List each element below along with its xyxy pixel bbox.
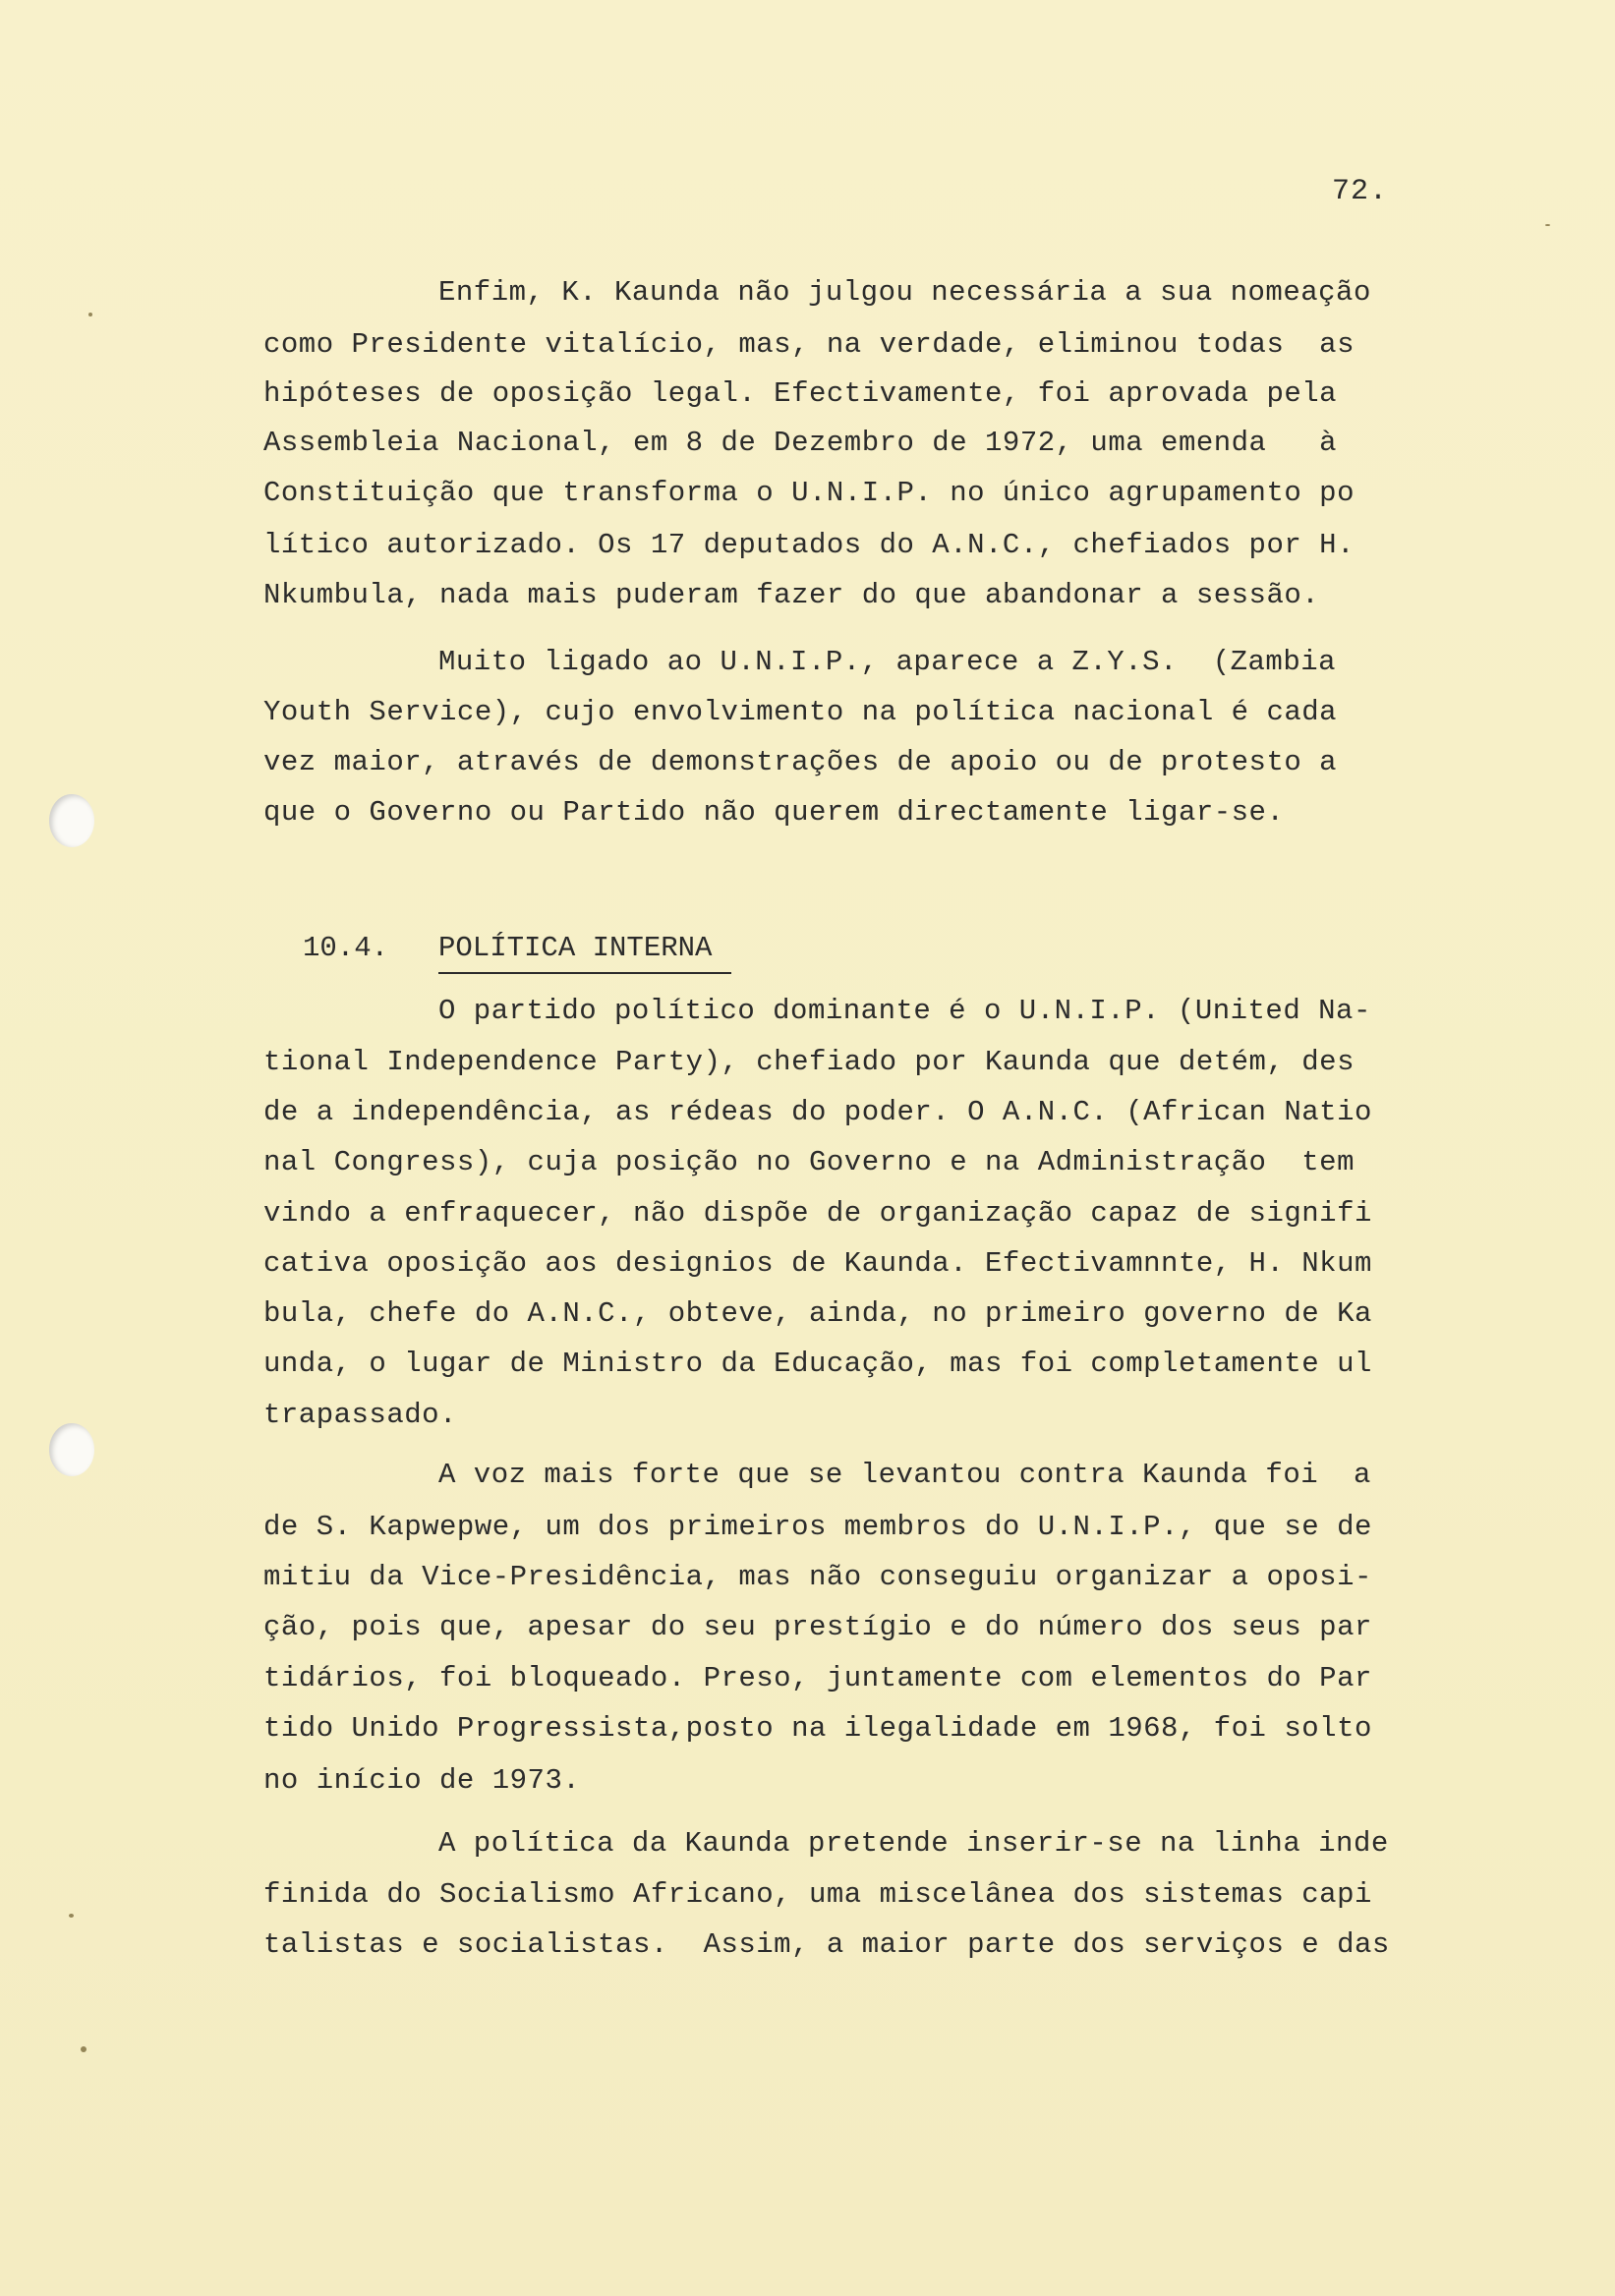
page-number: 72.: [1332, 175, 1389, 208]
text-line: A política da Kaunda pretende inserir-se na linha inde: [438, 1827, 1389, 1860]
text-line: hipóteses de oposição legal. Efectivamente, foi aprovada pela: [263, 377, 1338, 410]
text-line: unda, o lugar de Ministro da Educação, mas foi completamente ul: [263, 1348, 1372, 1380]
text-line: ção, pois que, apesar do seu prestígio e do número dos seus par: [263, 1611, 1372, 1643]
paper-speck: [1545, 224, 1550, 226]
text-line: A voz mais forte que se levantou contra Kaunda foi a: [438, 1459, 1371, 1491]
text-line: trapassado.: [263, 1399, 457, 1431]
text-line: cativa oposição aos designios de Kaunda. Efectivamnnte, H. Nkum: [263, 1247, 1372, 1280]
punch-hole: [49, 794, 94, 847]
text-line: finida do Socialismo Africano, uma miscelânea dos sistemas capi: [263, 1878, 1372, 1911]
text-line: lítico autorizado. Os 17 deputados do A.N.C., chefiados por H.: [263, 529, 1355, 561]
text-line: tional Independence Party), chefiado por Kaunda que detém, des: [263, 1046, 1355, 1078]
text-line: bula, chefe do A.N.C., obteve, ainda, no primeiro governo de Ka: [263, 1297, 1372, 1330]
text-line: tidários, foi bloqueado. Preso, juntamente com elementos do Par: [263, 1662, 1372, 1694]
text-line: Assembleia Nacional, em 8 de Dezembro de 1972, uma emenda à: [263, 427, 1338, 459]
text-line: que o Governo ou Partido não querem directamente ligar-se.: [263, 796, 1285, 829]
text-line: nal Congress), cuja posição no Governo e na Administração tem: [263, 1146, 1355, 1178]
paper-speck: [69, 1914, 74, 1918]
text-line: Muito ligado ao U.N.I.P., aparece a Z.Y.S. (Zambia: [438, 646, 1337, 678]
punch-hole: [49, 1423, 94, 1476]
text-line: Nkumbula, nada mais puderam fazer do que abandonar a sessão.: [263, 579, 1320, 611]
text-line: de S. Kapwepwe, um dos primeiros membros do U.N.I.P., que se de: [263, 1511, 1372, 1543]
text-line: O partido político dominante é o U.N.I.P. (United Na-: [438, 995, 1371, 1027]
text-line: mitiu da Vice-Presidência, mas não conseguiu organizar a oposi-: [263, 1561, 1372, 1593]
paper-speck: [88, 313, 92, 316]
text-line: vindo a enfraquecer, não dispõe de organização capaz de signifi: [263, 1197, 1372, 1230]
text-line: no início de 1973.: [263, 1764, 581, 1797]
text-line: de a independência, as rédeas do poder. O A.N.C. (African Natio: [263, 1096, 1372, 1128]
paper-speck: [81, 2046, 87, 2052]
section-title: POLÍTICA INTERNA: [438, 932, 731, 974]
text-line: como Presidente vitalício, mas, na verdade, eliminou todas as: [263, 328, 1355, 361]
text-line: Enfim, K. Kaunda não julgou necessária a sua nomeação: [438, 276, 1371, 309]
text-line: Youth Service), cujo envolvimento na política nacional é cada: [263, 696, 1338, 728]
text-line: tido Unido Progressista,posto na ilegalidade em 1968, foi solto: [263, 1712, 1372, 1745]
text-line: talistas e socialistas. Assim, a maior parte dos serviços e das: [263, 1928, 1390, 1961]
text-line: Constituição que transforma o U.N.I.P. no único agrupamento po: [263, 477, 1355, 509]
text-line: vez maior, através de demonstrações de apoio ou de protesto a: [263, 746, 1338, 778]
section-number: 10.4.: [303, 932, 389, 964]
